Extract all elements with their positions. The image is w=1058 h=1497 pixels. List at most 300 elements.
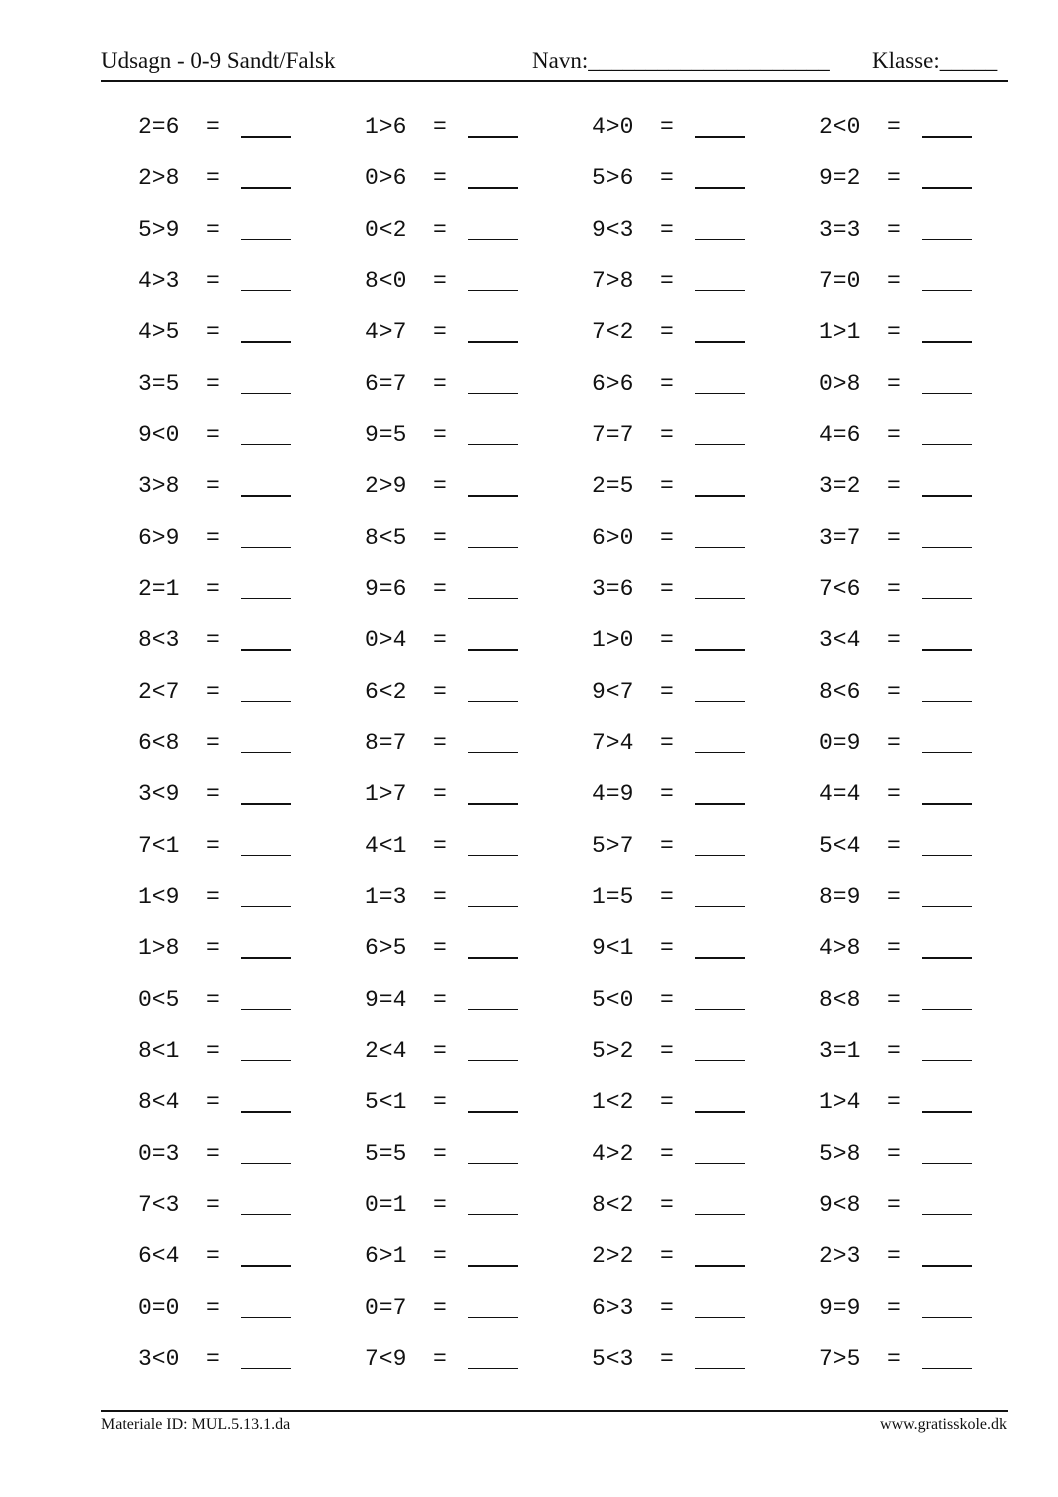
answer-blank[interactable]: [241, 239, 291, 241]
problem-expression: 3=5: [138, 370, 180, 397]
problem-item: [819, 162, 1046, 213]
answer-blank[interactable]: [241, 187, 291, 189]
answer-blank[interactable]: [695, 136, 745, 138]
problem-expression: 3>8: [138, 473, 180, 500]
problem-expression: 4>0: [592, 114, 634, 140]
equals-sign: =: [887, 729, 901, 756]
problem-expression: 0=3: [138, 1140, 180, 1167]
problem-expression: 2<0: [819, 114, 861, 140]
problem-expression: 6>6: [592, 370, 634, 397]
problem-item: [819, 316, 1046, 367]
problem-item: [592, 676, 819, 727]
problem-expression: 5<4: [819, 832, 861, 859]
problem-expression: 5<0: [592, 986, 634, 1013]
problem-item: [819, 1189, 1046, 1240]
answer-blank[interactable]: [922, 290, 972, 292]
problem-item: [138, 522, 365, 573]
problem-item: [592, 1138, 819, 1189]
answer-blank[interactable]: [695, 1111, 745, 1113]
problem-expression: 6<4: [138, 1243, 180, 1270]
answer-blank[interactable]: [241, 1368, 291, 1370]
answer-blank[interactable]: [922, 649, 972, 651]
answer-blank[interactable]: [695, 752, 745, 754]
answer-blank[interactable]: [922, 957, 972, 959]
problem-expression: 3<0: [138, 1345, 180, 1372]
problem-expression: 6>1: [365, 1243, 407, 1270]
equals-sign: =: [433, 883, 447, 910]
equals-sign: =: [660, 678, 674, 705]
problem-expression: 4=9: [592, 781, 634, 808]
equals-sign: =: [433, 1294, 447, 1321]
equals-sign: =: [660, 114, 674, 140]
answer-blank[interactable]: [241, 1163, 291, 1165]
equals-sign: =: [433, 1140, 447, 1167]
answer-blank[interactable]: [241, 495, 291, 497]
name-field[interactable]: Navn:_____________________: [532, 48, 830, 73]
answer-blank[interactable]: [695, 547, 745, 549]
equals-sign: =: [206, 370, 220, 397]
equals-sign: =: [660, 1345, 674, 1372]
problem-item: [365, 1292, 592, 1343]
answer-blank[interactable]: [468, 752, 518, 754]
answer-blank[interactable]: [695, 855, 745, 857]
problem-item: [592, 727, 819, 778]
answer-blank[interactable]: [468, 290, 518, 292]
problem-expression: 1>0: [592, 627, 634, 654]
problem-expression: 6>9: [138, 524, 180, 551]
answer-blank[interactable]: [241, 393, 291, 395]
equals-sign: =: [887, 678, 901, 705]
problem-item: [138, 368, 365, 419]
problem-item: [365, 1086, 592, 1137]
answer-blank[interactable]: [922, 1111, 972, 1113]
problem-item: [819, 881, 1046, 932]
problem-item: [819, 1240, 1046, 1291]
problem-expression: 5>6: [592, 165, 634, 192]
answer-blank[interactable]: [695, 701, 745, 703]
equals-sign: =: [433, 165, 447, 192]
equals-sign: =: [887, 165, 901, 192]
answer-blank[interactable]: [468, 855, 518, 857]
answer-blank[interactable]: [241, 906, 291, 908]
problem-expression: 2<4: [365, 1037, 407, 1064]
problem-expression: 0=9: [819, 729, 861, 756]
problem-expression: 6<2: [365, 678, 407, 705]
equals-sign: =: [433, 319, 447, 346]
problem-item: [819, 830, 1046, 881]
problem-expression: 7=0: [819, 267, 861, 294]
problem-item: [365, 573, 592, 624]
answer-blank[interactable]: [922, 1368, 972, 1370]
problem-item: [138, 573, 365, 624]
problem-expression: 6>3: [592, 1294, 634, 1321]
equals-sign: =: [433, 1243, 447, 1270]
problem-item: [819, 1138, 1046, 1189]
equals-sign: =: [206, 1243, 220, 1270]
equals-sign: =: [660, 319, 674, 346]
answer-blank[interactable]: [241, 701, 291, 703]
equals-sign: =: [887, 1243, 901, 1270]
problem-expression: 0=0: [138, 1294, 180, 1321]
problem-expression: 5>9: [138, 216, 180, 243]
equals-sign: =: [887, 1140, 901, 1167]
problem-expression: 3<4: [819, 627, 861, 654]
problem-expression: 3=6: [592, 575, 634, 602]
problem-item: [592, 984, 819, 1035]
equals-sign: =: [660, 524, 674, 551]
problem-expression: 9<1: [592, 935, 634, 962]
problem-item: [138, 727, 365, 778]
answer-blank[interactable]: [241, 1060, 291, 1062]
answer-blank[interactable]: [241, 1317, 291, 1319]
problem-expression: 3=3: [819, 216, 861, 243]
problem-expression: 6>0: [592, 524, 634, 551]
problem-expression: 2>3: [819, 1243, 861, 1270]
problem-expression: 7<1: [138, 832, 180, 859]
answer-blank[interactable]: [241, 341, 291, 343]
answer-blank[interactable]: [241, 444, 291, 446]
answer-blank[interactable]: [468, 444, 518, 446]
answer-blank[interactable]: [468, 1163, 518, 1165]
problem-item: [365, 1240, 592, 1291]
problem-item: [138, 419, 365, 470]
problem-item: [819, 932, 1046, 983]
answer-blank[interactable]: [468, 1009, 518, 1011]
problem-expression: 2=6: [138, 114, 180, 140]
problem-expression: 2>9: [365, 473, 407, 500]
answer-blank[interactable]: [695, 649, 745, 651]
equals-sign: =: [433, 575, 447, 602]
answer-blank[interactable]: [241, 136, 291, 138]
problem-item: [365, 1189, 592, 1240]
answer-blank[interactable]: [468, 495, 518, 497]
answer-blank[interactable]: [241, 855, 291, 857]
answer-blank[interactable]: [922, 1060, 972, 1062]
problem-item: [365, 932, 592, 983]
problem-expression: 2=1: [138, 575, 180, 602]
problem-expression: 5>7: [592, 832, 634, 859]
problem-expression: 7=7: [592, 421, 634, 448]
equals-sign: =: [206, 986, 220, 1013]
answer-blank[interactable]: [468, 701, 518, 703]
problem-item: [365, 727, 592, 778]
equals-sign: =: [660, 267, 674, 294]
equals-sign: =: [660, 1294, 674, 1321]
problem-expression: 0>8: [819, 370, 861, 397]
problem-expression: 0<2: [365, 216, 407, 243]
problem-expression: 8<4: [138, 1089, 180, 1116]
problem-expression: 0=1: [365, 1191, 407, 1218]
answer-blank[interactable]: [468, 1368, 518, 1370]
equals-sign: =: [660, 1243, 674, 1270]
equals-sign: =: [887, 216, 901, 243]
equals-sign: =: [433, 114, 447, 140]
equals-sign: =: [206, 421, 220, 448]
answer-blank[interactable]: [922, 444, 972, 446]
answer-blank[interactable]: [922, 1009, 972, 1011]
answer-blank[interactable]: [468, 136, 518, 138]
answer-blank[interactable]: [468, 547, 518, 549]
problem-item: [592, 778, 819, 829]
answer-blank[interactable]: [468, 1317, 518, 1319]
answer-blank[interactable]: [468, 341, 518, 343]
answer-blank[interactable]: [241, 290, 291, 292]
answer-blank[interactable]: [468, 1060, 518, 1062]
equals-sign: =: [433, 627, 447, 654]
problem-expression: 9=2: [819, 165, 861, 192]
problem-expression: 4>5: [138, 319, 180, 346]
problem-item: [365, 522, 592, 573]
answer-blank[interactable]: [695, 444, 745, 446]
equals-sign: =: [433, 935, 447, 962]
answer-blank[interactable]: [241, 803, 291, 805]
problem-expression: 4=4: [819, 781, 861, 808]
equals-sign: =: [660, 627, 674, 654]
answer-blank[interactable]: [922, 752, 972, 754]
problem-expression: 2<7: [138, 678, 180, 705]
answer-blank[interactable]: [695, 1060, 745, 1062]
equals-sign: =: [206, 883, 220, 910]
answer-blank[interactable]: [695, 341, 745, 343]
answer-blank[interactable]: [468, 239, 518, 241]
answer-blank[interactable]: [695, 906, 745, 908]
answer-blank[interactable]: [468, 957, 518, 959]
problem-item: [592, 1292, 819, 1343]
answer-blank[interactable]: [241, 1111, 291, 1113]
problem-item: [365, 1343, 592, 1394]
equals-sign: =: [887, 1345, 901, 1372]
answer-blank[interactable]: [695, 495, 745, 497]
answer-blank[interactable]: [468, 649, 518, 651]
problem-item: [592, 573, 819, 624]
answer-blank[interactable]: [468, 393, 518, 395]
problem-item: [819, 676, 1046, 727]
answer-blank[interactable]: [922, 341, 972, 343]
answer-blank[interactable]: [241, 957, 291, 959]
equals-sign: =: [660, 1191, 674, 1218]
problem-item: [138, 214, 365, 265]
answer-blank[interactable]: [468, 1265, 518, 1267]
problem-item: [365, 1138, 592, 1189]
problem-item: [365, 470, 592, 521]
equals-sign: =: [206, 114, 220, 140]
problem-expression: 9=9: [819, 1294, 861, 1321]
problem-item: [819, 1292, 1046, 1343]
problem-item: [138, 111, 365, 162]
answer-blank[interactable]: [695, 1368, 745, 1370]
problem-item: [819, 470, 1046, 521]
answer-blank[interactable]: [695, 803, 745, 805]
equals-sign: =: [887, 1191, 901, 1218]
problem-item: [138, 316, 365, 367]
answer-blank[interactable]: [695, 1265, 745, 1267]
answer-blank[interactable]: [695, 290, 745, 292]
problem-expression: 3=1: [819, 1037, 861, 1064]
worksheet-title: Udsagn - 0-9 Sandt/Falsk: [101, 48, 336, 73]
footer-divider: [101, 1410, 1008, 1412]
answer-blank[interactable]: [922, 1163, 972, 1165]
answer-blank[interactable]: [241, 1265, 291, 1267]
equals-sign: =: [433, 678, 447, 705]
problem-item: [138, 1343, 365, 1394]
answer-blank[interactable]: [241, 547, 291, 549]
equals-sign: =: [206, 319, 220, 346]
answer-blank[interactable]: [922, 1265, 972, 1267]
problem-expression: 1<9: [138, 883, 180, 910]
answer-blank[interactable]: [468, 598, 518, 600]
answer-blank[interactable]: [241, 649, 291, 651]
problem-expression: 8<3: [138, 627, 180, 654]
problem-item: [592, 830, 819, 881]
equals-sign: =: [887, 883, 901, 910]
problem-expression: 8<1: [138, 1037, 180, 1064]
equals-sign: =: [206, 1294, 220, 1321]
answer-blank[interactable]: [695, 957, 745, 959]
problem-item: [138, 1035, 365, 1086]
equals-sign: =: [433, 267, 447, 294]
equals-sign: =: [887, 1037, 901, 1064]
equals-sign: =: [660, 883, 674, 910]
equals-sign: =: [206, 165, 220, 192]
answer-blank[interactable]: [922, 393, 972, 395]
equals-sign: =: [433, 421, 447, 448]
problem-item: [365, 676, 592, 727]
answer-blank[interactable]: [695, 187, 745, 189]
problem-expression: 7<3: [138, 1191, 180, 1218]
problem-item: [592, 624, 819, 675]
problem-item: [365, 368, 592, 419]
equals-sign: =: [433, 524, 447, 551]
problem-expression: 4>3: [138, 267, 180, 294]
equals-sign: =: [887, 1089, 901, 1116]
answer-blank[interactable]: [922, 1317, 972, 1319]
answer-blank[interactable]: [695, 393, 745, 395]
equals-sign: =: [433, 781, 447, 808]
worksheet-header: [101, 46, 1007, 80]
answer-blank[interactable]: [695, 1009, 745, 1011]
problem-expression: 0=7: [365, 1294, 407, 1321]
answer-blank[interactable]: [468, 1111, 518, 1113]
answer-blank[interactable]: [922, 598, 972, 600]
answer-blank[interactable]: [922, 495, 972, 497]
problem-item: [138, 1086, 365, 1137]
equals-sign: =: [433, 473, 447, 500]
equals-sign: =: [660, 729, 674, 756]
equals-sign: =: [887, 421, 901, 448]
problem-expression: 4>7: [365, 319, 407, 346]
answer-blank[interactable]: [922, 803, 972, 805]
equals-sign: =: [206, 935, 220, 962]
problem-expression: 5>2: [592, 1037, 634, 1064]
problem-item: [819, 573, 1046, 624]
answer-blank[interactable]: [241, 598, 291, 600]
answer-blank[interactable]: [922, 547, 972, 549]
problem-item: [819, 1343, 1046, 1394]
problem-item: [138, 778, 365, 829]
problem-expression: 5>8: [819, 1140, 861, 1167]
answer-blank[interactable]: [922, 136, 972, 138]
answer-blank[interactable]: [922, 855, 972, 857]
problem-item: [365, 316, 592, 367]
problem-item: [592, 265, 819, 316]
problem-item: [365, 830, 592, 881]
problem-expression: 8<8: [819, 986, 861, 1013]
answer-blank[interactable]: [468, 187, 518, 189]
problem-expression: 0<5: [138, 986, 180, 1013]
answer-blank[interactable]: [922, 906, 972, 908]
problem-expression: 4>8: [819, 935, 861, 962]
answer-blank[interactable]: [695, 598, 745, 600]
equals-sign: =: [887, 524, 901, 551]
problem-item: [365, 1035, 592, 1086]
equals-sign: =: [660, 935, 674, 962]
equals-sign: =: [433, 986, 447, 1013]
problem-item: [365, 111, 592, 162]
equals-sign: =: [206, 729, 220, 756]
problem-item: [138, 1189, 365, 1240]
problem-item: [592, 1240, 819, 1291]
problem-expression: 6>5: [365, 935, 407, 962]
equals-sign: =: [660, 473, 674, 500]
problem-item: [592, 881, 819, 932]
equals-sign: =: [206, 1037, 220, 1064]
class-field[interactable]: Klasse:_____: [872, 48, 998, 73]
answer-blank[interactable]: [695, 1317, 745, 1319]
answer-blank[interactable]: [922, 187, 972, 189]
answer-blank[interactable]: [922, 1214, 972, 1216]
problem-expression: 1>6: [365, 114, 407, 140]
equals-sign: =: [433, 1089, 447, 1116]
problem-item: [138, 676, 365, 727]
answer-blank[interactable]: [922, 701, 972, 703]
equals-sign: =: [433, 370, 447, 397]
problem-item: [819, 419, 1046, 470]
answer-blank[interactable]: [241, 1214, 291, 1216]
header-divider: [101, 80, 1008, 82]
equals-sign: =: [433, 216, 447, 243]
problem-item: [819, 624, 1046, 675]
answer-blank[interactable]: [922, 239, 972, 241]
problem-item: [365, 778, 592, 829]
problem-item: [365, 265, 592, 316]
equals-sign: =: [887, 473, 901, 500]
problem-item: [138, 984, 365, 1035]
problem-item: [365, 624, 592, 675]
equals-sign: =: [660, 781, 674, 808]
problem-expression: 8<6: [819, 678, 861, 705]
equals-sign: =: [660, 370, 674, 397]
problem-expression: 1>1: [819, 319, 861, 346]
answer-blank[interactable]: [468, 803, 518, 805]
problem-expression: 7>8: [592, 267, 634, 294]
problem-item: [138, 881, 365, 932]
answer-blank[interactable]: [695, 239, 745, 241]
problem-item: [592, 1086, 819, 1137]
answer-blank[interactable]: [241, 752, 291, 754]
problem-expression: 7<2: [592, 319, 634, 346]
answer-blank[interactable]: [468, 906, 518, 908]
answer-blank[interactable]: [241, 1009, 291, 1011]
problem-expression: 3<9: [138, 781, 180, 808]
answer-blank[interactable]: [695, 1163, 745, 1165]
equals-sign: =: [206, 1089, 220, 1116]
problem-expression: 0>6: [365, 165, 407, 192]
problem-expression: 4<1: [365, 832, 407, 859]
answer-blank[interactable]: [468, 1214, 518, 1216]
problem-expression: 9=5: [365, 421, 407, 448]
equals-sign: =: [660, 832, 674, 859]
answer-blank[interactable]: [695, 1214, 745, 1216]
